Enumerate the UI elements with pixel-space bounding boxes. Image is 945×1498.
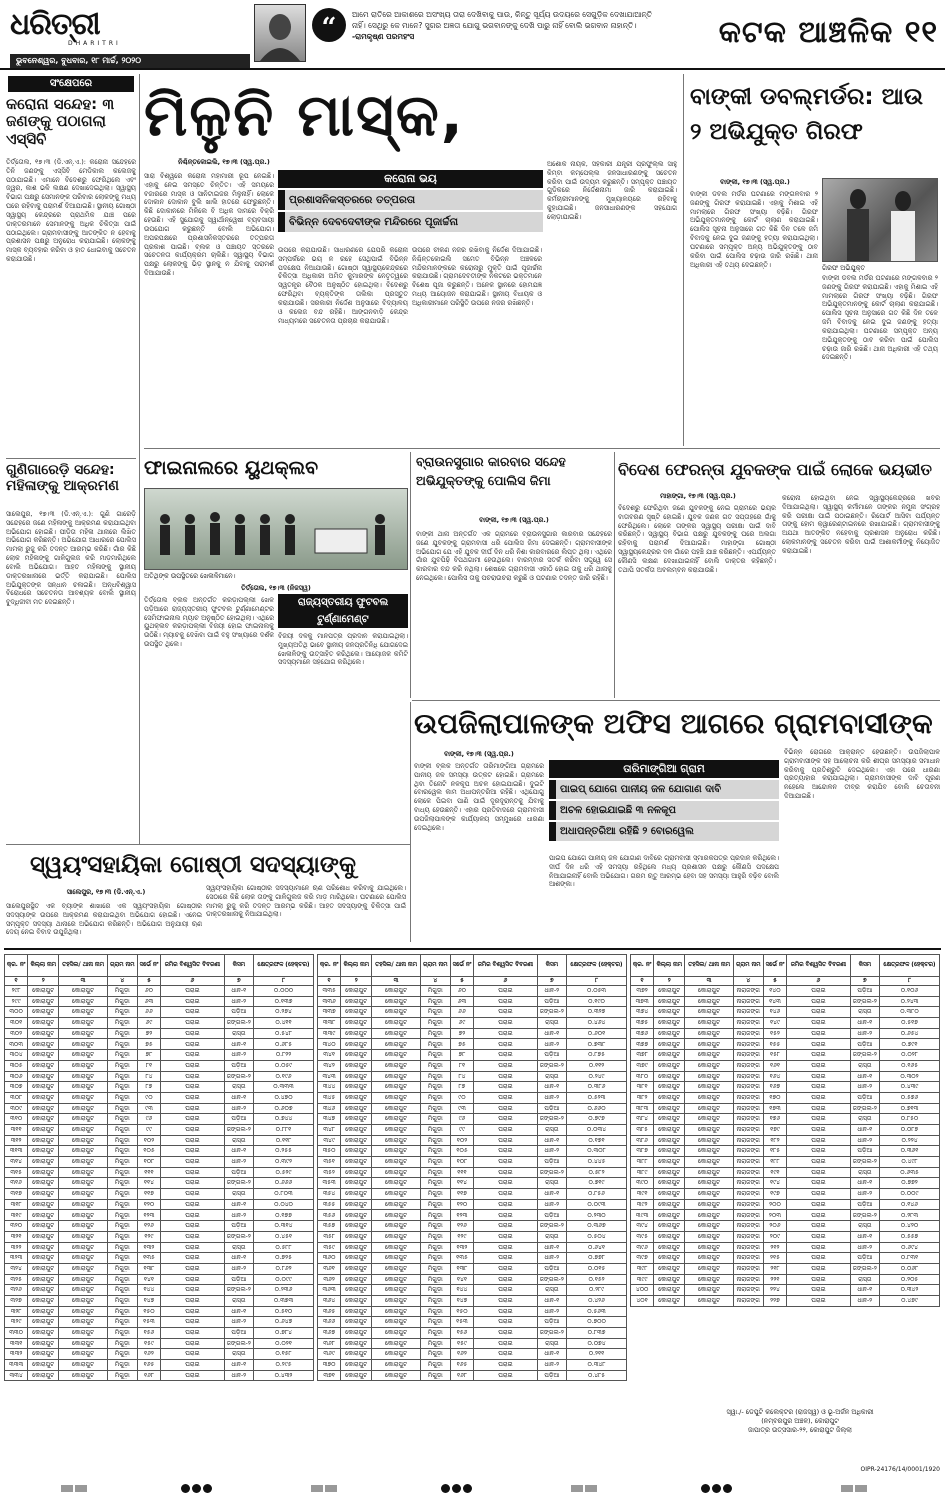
register-mark (840, 1485, 868, 1495)
table-row: ୩୧୮ କୋରାପୁଟ କୋରାପୁଟ ମିଗୁଡ଼ା ୧୨୦ ଘରାଇ ଧାନ-୧ ୦.୦୪୦ (5, 1199, 314, 1210)
column-number-cell: ୬ (787, 977, 850, 986)
column-number-cell: ୧ (318, 977, 341, 986)
logo-subtext: DHARITRI (68, 39, 121, 47)
jail-headline: ବ୍ରାଉନସୁଗାର କାରବାର ସନ୍ଦେହ ଅଭିଯୁକ୍ତଙ୍କୁ ପୋଲିସ ଜିମା (416, 454, 566, 489)
table-header-cell: କିଲ୍ଲା ନାମ (341, 955, 372, 977)
table-row: ୩୩୪ କୋରାପୁଟ କୋରାପୁଟ ମିଗୁଡ଼ା ୧୬୮ ଘରାଇ ଧାନ-୨ ୦.୪୩୨ (5, 1370, 314, 1381)
table-row: ୩୪୧ କୋରାପୁଟ କୋରାପୁଟ ମିଗୁଡ଼ା ୭୮ ଘରାଇ ପଡ଼ିଆ ୦.୮୭୫ (318, 1050, 627, 1061)
lead-highlight-box (278, 170, 543, 240)
table-header-cell: ତହସିଲ/ ଥାନା ନାମ (685, 955, 734, 977)
table-row: ୩୦୦ କୋରାପୁଟ କୋରାପୁଟ ମିଗୁଡ଼ା ୬୬ ଘରାଇ ପଡ଼ିଆ ୦.୨୭୪ (5, 1007, 314, 1018)
column-number-cell: ୩ (685, 977, 734, 986)
table-row: ୩୦୭ କୋରାପୁଟ କୋରାପୁଟ ମିଗୁଡ଼ା ୮୭ ଘରାଇ ରାସ୍ତା ୦.୩୩୩ (5, 1082, 314, 1093)
table-row: ୩୨୨ କୋରାପୁଟ କୋରାପୁଟ ମିଗୁଡ଼ା ୧୩୨ ଘରାଇ ରାସ୍ତା ୦.୫୮୮ (5, 1242, 314, 1253)
table-header-cell: କ୍ଷେତ୍ରଫଳ (ହେକ୍ଟର) (880, 955, 940, 977)
brief-headline-1: କରୋନା ସନ୍ଦେହ: ୩ ଜଣଙ୍କୁ ପଠାଗଲା ଏସ୍‌ସିବି (6, 96, 115, 148)
shg-dateline: ସାଲେପୁର, ୧୭।୩ (ଡି.ଏନ୍‌.ଏ.) (66, 888, 146, 896)
table-row: ୩୦୨ କୋରାପୁଟ କୋରାପୁଟ ମିଗୁଡ଼ା ୭୨ ଘରାଇ ରାସ୍ତା ୦.୫୪୮ (5, 1028, 314, 1039)
table-row: ୩୨୦ କୋରାପୁଟ କୋରାପୁଟ ମିଗୁଡ଼ା ୧୨୬ ଘରାଇ ପଡ଼ିଆ ୦.୩୧୪ (5, 1221, 314, 1232)
register-mark (310, 1485, 338, 1495)
column-number-cell: ୨ (28, 977, 59, 986)
brief-body-2: ସାଲେପୁର, ୧୭।୩ (ଡି.ଏନ୍‌.ଏ.): ଗୁଣି ଗାରେଡ଼ି ସନ୍ଦେହରେ ଜଣେ ମହିଳାଙ୍କୁ ଆକ୍ରମଣ କରାଯାଇଥିବା ଅଭିଯୋଗ ହୋଇଛି। ପୀଡ଼ିତା ମହିଳା ଥାନାରେ ଲିଖିତ ଅଭିଯୋଗ କରିଛନ୍ତି। ଅଭିଯୋଗ ଆଧାରରେ ପୋଲିସ ମାମଲା ରୁଜୁ କରି ତଦନ୍ତ ଆରମ୍ଭ କରିଛି। ଗାଁର କିଛି ଲୋକ ମହିଳାଙ୍କୁ ଗାଳିଗୁଲଜ କରି ମାଡ଼ମାରିଥିଲେ ବୋଲି ଅଭିଯୋଗ। ଆହତ ମହିଳାଙ୍କୁ ସ୍ଥାନୀୟ ଡାକ୍ତରଖାନାରେ ଭର୍ତ୍ତି କରାଯାଇଛି। ପୋଲିସ ଅଭିଯୁକ୍ତଙ୍କ ସନ୍ଧାନ ଚଳାଇଛି। ଅନ୍ଧବିଶ୍ୱାସ ବିରୋଧରେ ସଚେତନତା ଆବଶ୍ୟକ ବୋଲି ସ୍ଥାନୀୟ ବୁଦ୍ଧିଜୀବୀ ମତ ଦେଇଛନ୍ତି। (6, 510, 136, 607)
column-number-cell: ୪ (107, 977, 137, 986)
jail-body: ବାଙ୍କୀ ଥାନା ଅନ୍ତର୍ଗତ ଏକ ଗ୍ରାମରେ ବ୍ରାଉନସୁଗାର କାରବାର ସନ୍ଦେହରେ ଜଣେ ଯୁବକଙ୍କୁ ଗ୍ରାମବାସୀ ଧରି ପୋଲିସ ଜିମା ଦେଇଛନ୍ତି। ଗ୍ରାମବାସୀଙ୍କ ଅଭିଯୋଗ ଯେ ଏହି ଯୁବକ ଦୀର୍ଘ ଦିନ ଧରି ନିଶା କାରବାରରେ ଲିପ୍ତ ଥିଲା। ଏଥିରେ ଗାଁର ଯୁବପିଢ଼ି ବିପଥଗାମୀ ହେଉଥିଲେ। ବାରମ୍ବାର ସତର୍କ କରିବା ସତ୍ତ୍ୱେ ସେ କାରବାର ବନ୍ଦ କରି ନଥିଲା। ଶେଷରେ ଗ୍ରାମବାସୀ ଏକାଠି ହୋଇ ତାକୁ ଧରି ଥାନାକୁ ନେଇଥିଲେ। ପୋଲିସ ତାକୁ ପଚରାଉଚରା କରୁଛି ଓ ଘଟଣାର ତଦନ୍ତ ଜାରି ରହିଛି। (416, 530, 612, 583)
table-row: ୩୧୯ କୋରାପୁଟ କୋରାପୁଟ ମିଗୁଡ଼ା ୧୨୩ ଘରାଇ ଧାନ-୨ ୦.୧୭୭ (5, 1210, 314, 1221)
table-row: ୩୭୪ କୋରାପୁଟ କୋରାପୁଟ ନାରାଜଙ୍ଗ ୧୪୬ ଘରାଇ ରାସ୍ତା ୦.୩୮୦ (631, 1007, 940, 1018)
table-row: ୩୨୬ କୋରାପୁଟ କୋରାପୁଟ ମିଗୁଡ଼ା ୧୪୪ ଘରାଇ ଜଙ୍ଗଲ-୨ ୦.୨୩୬ (5, 1285, 314, 1296)
table-row: ୩୭୫ କୋରାପୁଟ କୋରାପୁଟ ନାରାଜଙ୍ଗ ୧୪୯ ଘରାଇ ଧାନ-୧ ୦.୫୧୭ (631, 1018, 940, 1029)
issue-date: ଭୁବନେଶ୍ୱର, ବୁଧବାର, ୧୮ ମାର୍ଚ୍ଚ, ୨୦୨୦ (10, 54, 250, 68)
table-row: ୩୬୧ କୋରାପୁଟ କୋରାପୁଟ ମିଗୁଡ଼ା ୧୩୮ ଘରାଇ ପଡ଼ିଆ ୦.୦୧୫ (318, 1263, 627, 1274)
table-row: ୩୫୫ କୋରାପୁଟ କୋରାପୁଟ ମିଗୁଡ଼ା ୧୨୦ ଘରାଇ ଧାନ-୨ ୦.୦୯୩ (318, 1199, 627, 1210)
table-row: ୩୮୯ କୋରାପୁଟ କୋରାପୁଟ ନାରାଜଙ୍ଗ ୧୯୧ ଘରାଇ ରାସ୍ତା ୦.୬୩୫ (631, 1167, 940, 1178)
portrait-icon (255, 5, 305, 61)
column-number-cell: ୮ (567, 977, 627, 986)
final-headline: ଫାଇନାଲରେ ୟୁଥକ୍ଲବ (144, 457, 319, 479)
table-row: ୩୫୨ କୋରାପୁଟ କୋରାପୁଟ ମିଗୁଡ଼ା ୧୧୧ ଘରାଇ ଜଙ୍ଗଲ-୨ ୦.୫୮୨ (318, 1167, 627, 1178)
table-header-cell: କିସମ (224, 955, 253, 977)
table-row: ୩୦୫ କୋରାପୁଟ କୋରାପୁଟ ମିଗୁଡ଼ା ୮୧ ଘରାଇ ପଡ଼ିଆ ୦.୦୫୯ (5, 1060, 314, 1071)
table-header-cell: ଜମିର ବିଶ୍ୱସିତ ବିବରଣୀ (161, 955, 224, 977)
table-row: ୪୦୧ କୋରାପୁଟ କୋରାପୁଟ ନାରାଜଙ୍ଗ ୨୨୭ ଘରାଇ ଧାନ-୨ ୦.୪୭୯ (631, 1295, 940, 1306)
table-header-cell: କିଲ୍ଲା ନାମ (654, 955, 685, 977)
table-header-cell: ଜମିର ବିଶ୍ୱସିତ ବିବରଣୀ (474, 955, 537, 977)
lead-body-3: ଉପରେ ଚୀକଣ ନଜର ରଖିବାକୁ ନିର୍ଦ୍ଦେଶ ଦିଆଯାଇଛି। ନିଶ୍ଚିନ୍ତକୋଇଲି ସମେତ ବିଭିନ୍ନ ଅଞ୍ଚଳରେ ମନ୍ଦିରମାନଙ୍କରେ କରୋନାରୁ ମୁକ୍ତି ପାଇଁ ପୂଜାର୍ଚ୍ଚନା କରାଯାଉଛି। ଗ୍ରାମଦେବତୀଙ୍କ ନିକଟରେ ଭକ୍ତମାନେ ବିଶେଷ ପୂଜା କରୁଛନ୍ତି। ଅନେକ ସ୍ଥାନରେ ହୋମଯଜ୍ଞ ମଧ୍ୟ ଆୟୋଜନ କରାଯାଇଛି। ସ୍ଥାନୀୟ ବିଧାୟକ ଓ ଅଧିକାରୀମାନେ ପରିସ୍ଥିତି ଉପରେ ନଜର ରଖିଛନ୍ତି। (412, 246, 542, 307)
lead-bullet-2: ବିଭିନ୍ନ ଦେବଦେବୀଙ୍କ ମନ୍ଦିରରେ ପୂଜାର୍ଚ୍ଚନା (278, 212, 543, 232)
column-number-cell: ୬ (474, 977, 537, 986)
dharana-bullet-3: ଅଧାପନ୍ତରିଆ ରହିଛି ୨ ବୋରୱେଲ (549, 822, 779, 841)
final-photo (144, 488, 408, 570)
signature-line-3: ଜାପାତ୍ର ଉତ୍ସସାର-୨୨, କୋରାପୁଟ ଜିଲ୍ଲା (748, 1426, 852, 1435)
column-number-cell: ୭ (537, 977, 566, 986)
table-row: ୩୪୦ କୋରାପୁଟ କୋରାପୁଟ ମିଗୁଡ଼ା ୭୫ ଘରାଇ ଧାନ-୨ ୦.୭୩୮ (318, 1039, 627, 1050)
column-number-cell: ୧ (5, 977, 28, 986)
divider (144, 448, 940, 449)
table-header-cell: କ୍ର. ନଂ (318, 955, 341, 977)
land-table-area (4, 954, 941, 1460)
quote-box (312, 6, 666, 60)
table-row: ୩୩୨ କୋରାପୁଟ କୋରାପୁଟ ମିଗୁଡ଼ା ୧୬୨ ଘରାଇ ରାସ୍ତା ୦.୧୫୮ (5, 1349, 314, 1360)
table-row: ୩୯୯ କୋରାପୁଟ କୋରାପୁଟ ନାରାଜଙ୍ଗ ୨୨୧ ଘରାଇ ରାସ୍ତା ୦.୨୦୫ (631, 1274, 940, 1285)
table-header-cell: ସର୍ଭେ ନଂ (763, 955, 787, 977)
banki-photo (822, 178, 938, 262)
table-row: ୩୪୭ କୋରାପୁଟ କୋରାପୁଟ ମିଗୁଡ଼ା ୯୬ ଘରାଇ ଜଙ୍ଗଲ-୨ ୦.୭୯୭ (318, 1114, 627, 1125)
table-header-cell: କିଲ୍ଲା ନାମ (28, 955, 59, 977)
table-row: ୩୧୩ କୋରାପୁଟ କୋରାପୁଟ ମିଗୁଡ଼ା ୧୦୫ ଘରାଇ ଧାନ-୧ ୦.୨୫୫ (5, 1146, 314, 1157)
column-number-cell: ୩ (372, 977, 421, 986)
banki-headline: ବାଙ୍କୀ ଡବଲ୍‌ମର୍ଡର: ଆଉ ୨ ଅଭିଯୁକ୍ତ ଗିରଫ (690, 84, 924, 145)
dharana-highlight-box (549, 760, 779, 850)
land-table (4, 954, 314, 1381)
table-row: ୩୧୧ କୋରାପୁଟ କୋରାପୁଟ ମିଗୁଡ଼ା ୯୯ ଘରାଇ ଜଙ୍ଗଲ-୨ ୦.୮୮୧ (5, 1124, 314, 1135)
table-row: ୩୭୯ କୋରାପୁଟ କୋରାପୁଟ ନାରାଜଙ୍ଗ ୧୬୧ ଘରାଇ ରାସ୍ତା ୦.୧୬୫ (631, 1060, 940, 1071)
edition-title: କଟକ ଆଞ୍ଚଳିକ ୧୧ (718, 15, 938, 50)
register-mark (440, 1484, 473, 1496)
final-dateline: ତିର୍ତ୍ତୋଲ, ୧୭।୩ (ନିଜସ୍ୱ) (241, 584, 311, 592)
table-row: ୩୨୧ କୋରାପୁଟ କୋରାପୁଟ ମିଗୁଡ଼ା ୧୨୯ ଘରାଇ ଜଙ୍ଗଲ-୨ ୦.୪୫୧ (5, 1231, 314, 1242)
signature-line-1: ସ୍ୱା./- ଡେପୁଟି କଲେକ୍ଟର (ରାଜସ୍ୱ) ଓ ଭୂ-ଅର୍ଜନ ଅଧିକାରୀ (726, 1408, 874, 1416)
table-row: ୩୬୫ କୋରାପୁଟ କୋରାପୁଟ ମିଗୁଡ଼ା ୧୫୦ ଘରାଇ ଧାନ-୨ ୦.୫୬୩ (318, 1306, 627, 1317)
table-row: ୩୩୬ କୋରାପୁଟ କୋରାପୁଟ ମିଗୁଡ଼ା ୬୩ ଘରାଇ ପଡ଼ିଆ ୦.୧୯୦ (318, 996, 627, 1007)
table-row: ୩୫୯ କୋରାପୁଟ କୋରାପୁଟ ମିଗୁଡ଼ା ୧୩୨ ଘରାଇ ଧାନ-୧ ୦.୬୪୧ (318, 1242, 627, 1253)
table-row: ୩୮୧ କୋରାପୁଟ କୋରାପୁଟ ନାରାଜଙ୍ଗ ୧୬୭ ଘରାଇ ଧାନ-୨ ୦.୪୩୯ (631, 1082, 940, 1093)
table-header-cell: ସର୍ଭେ ନଂ (137, 955, 161, 977)
banki-body: ବାଙ୍କୀ ଡବଲ ମର୍ଡର ଘଟଣାରେ ମଙ୍ଗଳବାର ୨ ଜଣଙ୍କୁ ଗିରଫ କରାଯାଇଛି। ଏହାକୁ ମିଶାଇ ଏହି ମାମଲାରେ ଗିରଫ ସଂଖ୍ୟା ବଢ଼ିଛି। ଗିରଫ ଅଭିଯୁକ୍ତମାନଙ୍କୁ କୋର୍ଟ ଚାଲାଣ କରାଯାଇଛି। ପୋଲିସ ସୂଚନା ଅନୁସାରେ ଗତ କିଛି ଦିନ ତଳେ ଜମି ବିବାଦକୁ ନେଇ ଦୁଇ ଜଣଙ୍କୁ ହତ୍ୟା କରାଯାଇଥିଲା। ଘଟଣାରେ ସମ୍ପୃକ୍ତ ଅନ୍ୟ ଅଭିଯୁକ୍ତଙ୍କୁ ଠାବ କରିବା ପାଇଁ ପୋଲିସ ଚଢ଼ାଉ ଜାରି ରଖିଛି। ଥାନା ଅଧିକାରୀ ଏହି ତଥ୍ୟ ଦେଇଛନ୍ତି। (690, 190, 818, 269)
table-header-cell: କିସମ (850, 955, 879, 977)
table-row: ୩୯୮ କୋରାପୁଟ କୋରାପୁଟ ନାରାଜଙ୍ଗ ୨୧୮ ଘରାଇ ଜଙ୍ଗଲ-୨ ୦.୦୬୮ (631, 1263, 940, 1274)
lead-dateline: ନିଶ୍ଚିନ୍ତକୋଇଲି, ୧୭।୩ (ସ୍ୱ.ପ୍ର.) (178, 158, 270, 166)
lead-body-1: ସାରା ବିଶ୍ୱରେ କରୋନା ମହାମାରୀ ରୂପ ନେଇଛି। ଏହାକୁ ନେଇ ସମସ୍ତେ ଚିନ୍ତିତ। ଏହି ସମୟରେ ବଜାରରେ ମାସ୍କ ଓ ସାନିଟାଇଜର ମିଳୁନାହିଁ। ଲୋକେ ଦୋକାନ ଦୋକାନ ବୁଲି ଖାଲି ହାତରେ ଫେରୁଛନ୍ତି। କିଛି ଦୋକାନରେ ମିଳିଲେ ବି ଅଧିକ ଦାମରେ ବିକ୍ରି ହେଉଛି। ଏହି ସୁଯୋଗକୁ ସ୍ୱାର୍ଥାନ୍ୱେଷୀ ବ୍ୟବସାୟୀ ଉପଯୋଗ କରୁଛନ୍ତି ବୋଲି ଅଭିଯୋଗ। ଅପରପକ୍ଷରେ ପ୍ରଶାସନିକସ୍ତରରେ ତତ୍ପରତା ପ୍ରକାଶ ପାଇଛି। ବ୍ଲକ ଓ ପଞ୍ଚାୟତ ସ୍ତରରେ ସଚେତନତା କାର୍ଯ୍ୟକ୍ରମ ଚାଲିଛି। ସ୍ୱାସ୍ଥ୍ୟ ବିଭାଗ ପକ୍ଷରୁ ଲୋକଙ୍କୁ ଭିଡ଼ ସ୍ଥାନକୁ ନ ଯିବାକୁ ପରାମର୍ଶ ଦିଆଯାଉଛି। (144, 172, 274, 278)
divider (412, 700, 940, 701)
column-number-cell: ୩ (59, 977, 108, 986)
table-row: ୩୭୦ କୋରାପୁଟ କୋରାପୁଟ ମିଗୁଡ଼ା ୧୬୫ ଘରାଇ ଧାନ-୨ ୦.୩୪୮ (318, 1360, 627, 1371)
lead-body-4: ଅଶୋକ ନାୟକ, ସହକାରୀ ଯନ୍ତ୍ରୀ ପ୍ରଫୁଲ୍ଲ ସାହୁ କିମ୍ବା କମ୍ପେଲ୍ଲ ଜନସାଧାରଣଙ୍କୁ ସଚେତନ କରିବା ପାଇଁ ଉଦ୍ୟମ କରୁଛନ୍ତି। ସମ୍ପୃକ୍ତ ପଞ୍ଚାୟତ ଗୁଡ଼ିକରେ ନିର୍ଦ୍ଦେଶନାମା ଜାରି କରାଯାଇଛି। କର୍ମଚାରୀମାନଙ୍କୁ ମୁଖ୍ୟାଳୟରେ ରହିବାକୁ କୁହାଯାଇଛି। ଜନସାଧାରଣଙ୍କ ସହଯୋଗ ଲୋଡ଼ାଯାଇଛି। (547, 160, 677, 221)
table-row: ୩୦୧ କୋରାପୁଟ କୋରାପୁଟ ମିଗୁଡ଼ା ୬୯ ଘରାଇ ଜଙ୍ଗଲ-୨ ୦.୪୧୧ (5, 1018, 314, 1029)
table-row: ୩୮୩ କୋରାପୁଟ କୋରାପୁଟ ନାରାଜଙ୍ଗ ୧୭୩ ଘରାଇ ଜଙ୍ଗଲ-୨ ୦.୭୧୩ (631, 1103, 940, 1114)
banki-photo-caption: ଗିରଫ ଅଭିଯୁକ୍ତ (822, 264, 866, 272)
table-row: ୩୯୬ କୋରାପୁଟ କୋରାପୁଟ ନାରାଜଙ୍ଗ ୨୧୨ ଘରାଇ ଧାନ-୨ ୦.୬୯୪ (631, 1242, 940, 1253)
table-header-cell: ତହସିଲ/ ଥାନା ନାମ (372, 955, 421, 977)
column-number-cell: ୧ (631, 977, 654, 986)
oipr-number: OIPR-24176/14/0001/1920 (860, 1466, 940, 1473)
table-row: ୩୧୭ କୋରାପୁଟ କୋରାପୁଟ ମିଗୁଡ଼ା ୧୧୭ ଘରାଇ ରାସ୍ତା ୦.୮୦୩ (5, 1189, 314, 1200)
table-row: ୩୪୨ କୋରାପୁଟ କୋରାପୁଟ ମିଗୁଡ଼ା ୮୧ ଘରାଇ ଜଙ୍ଗଲ-୨ ୦.୧୧୨ (318, 1060, 627, 1071)
table-row: ୩୫୭ କୋରାପୁଟ କୋରାପୁଟ ମିଗୁଡ଼ା ୧୨୬ ଘରାଇ ଜଙ୍ଗଲ-୨ ୦.୩୬୭ (318, 1221, 627, 1232)
column-number-cell: ୫ (763, 977, 787, 986)
lead-headline: ମିଳୁନି ମାସ୍କ, (144, 81, 465, 149)
table-row: ୩୪୫ କୋରାପୁଟ କୋରାପୁଟ ମିଗୁଡ଼ା ୯୦ ଘରାଇ ଧାନ-୨ ୦.୫୨୩ (318, 1092, 627, 1103)
table-header-cell: ଗ୍ରାମ ନାମ (420, 955, 450, 977)
table-signature (660, 1408, 940, 1435)
table-row: ୩୫୩ କୋରାପୁଟ କୋରାପୁଟ ମିଗୁଡ଼ା ୧୧୪ ଘରାଇ ରାସ୍ତା ୦.୭୧୯ (318, 1178, 627, 1189)
divider (6, 458, 136, 459)
column-rule (614, 452, 615, 698)
dharana-bullet-1: ପାଇପ୍‌ ଯୋଗେ ପାନୀୟ ଜଳ ଯୋଗାଣ ଦାବି (549, 780, 779, 799)
table-row: ୩୯୪ କୋରାପୁଟ କୋରାପୁଟ ନାରାଜଙ୍ଗ ୨୦୬ ଘରାଇ ରାସ୍ତା ୦.୪୨୦ (631, 1221, 940, 1232)
table-header-cell: ତହସିଲ/ ଥାନା ନାମ (59, 955, 108, 977)
signature-line-2: (ନମ୍ବରପୁର ଅଞ୍ଚଳ), କୋରାପୁଟ (761, 1417, 839, 1426)
table-row: ୩୩୫ କୋରାପୁଟ କୋରାପୁଟ ମିଗୁଡ଼ା ୬୦ ଘରାଇ ଧାନ-୨ ୦.୦୫୩ (318, 986, 627, 997)
table-row: ୩୦୮ କୋରାପୁଟ କୋରାପୁଟ ମିଗୁଡ଼ା ୯୦ ଘରାଇ ଧାନ-୧ ୦.୪୭୦ (5, 1092, 314, 1103)
land-table-block (630, 954, 940, 1307)
table-header-cell: କ୍ଷେତ୍ରଫଳ (ହେକ୍ଟର) (254, 955, 314, 977)
table-row: ୩୯୭ କୋରାପୁଟ କୋରାପୁଟ ନାରାଜଙ୍ଗ ୨୧୫ ଘରାଇ ପଡ଼ିଆ ୦.୮୩୧ (631, 1253, 940, 1264)
column-number-cell: ୫ (137, 977, 161, 986)
table-row: ୩୬୭ କୋରାପୁଟ କୋରାପୁଟ ମିଗୁଡ଼ା ୧୫୬ ଘରାଇ ଜଙ୍ଗଲ-୨ ୦.୮୩୭ (318, 1328, 627, 1339)
column-number-cell: ୪ (733, 977, 763, 986)
table-row: ୩୦୪ କୋରାପୁଟ କୋରାପୁଟ ମିଗୁଡ଼ା ୭୮ ଘରାଇ ଧାନ-୨ ୦.୮୨୨ (5, 1050, 314, 1061)
bidesh-body-2: କରୋନା ହୋଇଥିବା ନେଇ ସ୍ୱାସ୍ଥ୍ୟକେନ୍ଦ୍ରରେ ଖବର ଦିଆଯାଇଥିଲା। ସ୍ୱାସ୍ଥ୍ୟ କର୍ମୀମାନେ ତାଙ୍କର ନମୁନା ସଂଗ୍ରହ କରି ପରୀକ୍ଷା ପାଇଁ ପଠାଇଛନ୍ତି। ରିପୋର୍ଟ ଆସିବା ପର୍ଯ୍ୟନ୍ତ ତାଙ୍କୁ ହୋମ କ୍ୱାରେଣ୍ଟାଇନରେ ରଖାଯାଇଛି। ଗ୍ରାମବାସୀଙ୍କୁ ଅଯଥା ଆତଙ୍କିତ ନହେବାକୁ ପ୍ରଶାସନ ଅନୁରୋଧ କରିଛି। ଲୋକମାନଙ୍କୁ ସଚେତନ କରିବା ପାଇଁ ଆଶାକର୍ମୀଙ୍କୁ ନିୟୋଜିତ କରାଯାଇଛି। (782, 494, 940, 555)
masthead-logo (10, 6, 130, 52)
dharana-dateline: ବାଙ୍କୀ, ୧୭।୩ (ସ୍ୱ.ପ୍ର.) (444, 750, 514, 758)
table-row: ୩୮୪ କୋରାପୁଟ କୋରାପୁଟ ନାରାଜଙ୍ଗ ୧୭୬ ଘରାଇ ରାସ୍ତା ୦.୮୫୦ (631, 1114, 940, 1125)
table-row: ୩୬୯ କୋରାପୁଟ କୋରାପୁଟ ମିଗୁଡ଼ା ୧୬୨ ଘରାଇ ଧାନ-୧ ୦.୨୧୧ (318, 1349, 627, 1360)
table-header-cell: କ୍ର. ନଂ (5, 955, 28, 977)
table-row: ୩୪୪ କୋରାପୁଟ କୋରାପୁଟ ମିଗୁଡ଼ା ୮୭ ଘରାଇ ଧାନ-୧ ୦.୩୮୬ (318, 1082, 627, 1093)
portrait-image (254, 4, 306, 62)
table-row: ୩୬୦ କୋରାପୁଟ କୋରାପୁଟ ମିଗୁଡ଼ା ୧୩୫ ଘରାଇ ଧାନ-୨ ୦.୭୭୮ (318, 1253, 627, 1264)
table-row: ୩୦୯ କୋରାପୁଟ କୋରାପୁଟ ମିଗୁଡ଼ା ୯୩ ଘରାଇ ଧାନ-୨ ୦.୬୦୭ (5, 1103, 314, 1114)
table-row: ୩୩୭ କୋରାପୁଟ କୋରାପୁଟ ମିଗୁଡ଼ା ୬୬ ଘରାଇ ଜଙ୍ଗଲ-୨ ୦.୩୨୭ (318, 1007, 627, 1018)
table-row: ୩୫୧ କୋରାପୁଟ କୋରାପୁଟ ମିଗୁଡ଼ା ୧୦୮ ଘରାଇ ପଡ଼ିଆ ୦.୪୪୫ (318, 1157, 627, 1168)
land-table (630, 954, 940, 1307)
table-row: ୩୯୫ କୋରାପୁଟ କୋରାପୁଟ ନାରାଜଙ୍ଗ ୨୦୯ ଘରାଇ ଧାନ-୧ ୦.୫୫୭ (631, 1231, 940, 1242)
table-row: ୩୪୮ କୋରାପୁଟ କୋରାପୁଟ ମିଗୁଡ଼ା ୯୯ ଘରାଇ ରାସ୍ତା ୦.୦୩୪ (318, 1124, 627, 1135)
final-body-2: ବିଜୟୀ ଦଳକୁ ମାନପତ୍ର ପ୍ରଦାନ କରାଯାଇଥିଲା। ମୁଖ୍ୟଅତିଥି ଭାବେ ସ୍ଥାନୀୟ ଜନପ୍ରତିନିଧି ଯୋଗଦେଇ ଖେଳାଳିଙ୍କୁ ଉତ୍ସାହିତ କରିଥିଲେ। ଆୟୋଜକ କମିଟି ସଦସ୍ୟମାନେ ସହଯୋଗ କରିଥିଲେ। (278, 632, 408, 667)
table-row: ୩୩୩ କୋରାପୁଟ କୋରାପୁଟ ମିଗୁଡ଼ା ୧୬୫ ଘରାଇ ଧାନ-୧ ୦.୨୯୫ (5, 1360, 314, 1371)
table-header-cell: କ୍ର. ନଂ (631, 955, 654, 977)
land-table (317, 954, 627, 1381)
logo-text: ଧରିତ୍ରୀ (10, 7, 100, 42)
lead-bullet-1: ପ୍ରଶାସନିକସ୍ତରରେ ତତ୍ପରତା (278, 190, 543, 210)
table-row: ୩୭୮ କୋରାପୁଟ କୋରାପୁଟ ନାରାଜଙ୍ଗ ୧୫୮ ଘରାଇ ଜଙ୍ଗଲ-୨ ୦.୦୨୮ (631, 1050, 940, 1061)
table-row: ୩୧୫ କୋରାପୁଟ କୋରାପୁଟ ମିଗୁଡ଼ା ୧୧୧ ଘରାଇ ପଡ଼ିଆ ୦.୫୨୯ (5, 1167, 314, 1178)
bidesh-headline: ବିଦେଶ ଫେରନ୍ତା ଯୁବକଙ୍କ ପାଇଁ ଲୋକେ ଭୟଭୀତ (618, 460, 932, 479)
dharana-headline: ଉପଜିଲାପାଳଙ୍କ ଅଫିସ ଆଗରେ ଗ୍ରାମବାସୀଙ୍କ (414, 707, 933, 740)
table-row: ୩୦୩ କୋରାପୁଟ କୋରାପୁଟ ମିଗୁଡ଼ା ୭୫ ଘରାଇ ଧାନ-୧ ୦.୬୮୫ (5, 1039, 314, 1050)
table-row: ୩୬୬ କୋରାପୁଟ କୋରାପୁଟ ମିଗୁଡ଼ା ୧୫୩ ଘରାଇ ପଡ଼ିଆ ୦.୭୦୦ (318, 1317, 627, 1328)
column-number-cell: ୫ (450, 977, 474, 986)
register-mark (60, 1485, 88, 1495)
final-tag: ରାଜ୍ୟସ୍ତରୀୟ ଫୁଟବଲ ଟୁର୍ଣ୍ଣାମେଣ୍ଟ (278, 594, 408, 628)
quote-author: -ରାମକୃଷ୍ଣ ପରମହଂସ (352, 31, 415, 41)
register-mark (570, 1485, 598, 1495)
table-row: ୩୧୦ କୋରାପୁଟ କୋରାପୁଟ ମିଗୁଡ଼ା ୯୬ ଘରାଇ ପଡ଼ିଆ ୦.୭୪୪ (5, 1114, 314, 1125)
table-header-cell: କ୍ଷେତ୍ରଫଳ (ହେକ୍ଟର) (567, 955, 627, 977)
table-row: ୩୮୫ କୋରାପୁଟ କୋରାପୁଟ ନାରାଜଙ୍ଗ ୧୭୯ ଘରାଇ ଧାନ-୧ ୦.୦୮୭ (631, 1124, 940, 1135)
jail-dateline: ବାଙ୍କୀ, ୧୭।୩ (ସ୍ୱ.ପ୍ର.) (479, 516, 549, 524)
quote-text (352, 10, 666, 43)
table-row: ୩୯୩ କୋରାପୁଟ କୋରାପୁଟ ନାରାଜଙ୍ଗ ୨୦୩ ଘରାଇ ଜଙ୍ଗଲ-୨ ୦.୨୮୩ (631, 1210, 940, 1221)
final-caption: ଅତିଥିଙ୍କ ଉପସ୍ଥିତରେ ଖେଳାଳିମାନେ। (144, 572, 236, 580)
table-row: ୩୫୪ କୋରାପୁଟ କୋରାପୁଟ ମିଗୁଡ଼ା ୧୧୭ ଘରାଇ ଧାନ-୧ ୦.୮୫୬ (318, 1189, 627, 1200)
bidesh-body-1: ବିଦେଶରୁ ଫେରିଥିବା ଜଣେ ଯୁବକଙ୍କୁ ନେଇ ଗ୍ରାମରେ ଭୟର ବାତାବରଣ ସୃଷ୍ଟି ହୋଇଛି। ଯୁବକ ଜଣକ ଗତ ସପ୍ତାହରେ ଗାଁକୁ ଫେରିଥିଲେ। ଲୋକେ ତାଙ୍କର ସ୍ୱାସ୍ଥ୍ୟ ପରୀକ୍ଷା ପାଇଁ ଦାବି କରିଛନ୍ତି। ସ୍ୱାସ୍ଥ୍ୟ ବିଭାଗ ପକ୍ଷରୁ ଯୁବକଙ୍କୁ ଘରେ ଅଲଗା ରହିବାକୁ ପରାମର୍ଶ ଦିଆଯାଇଛି। ମାହାଙ୍ଗା ଗୋଷ୍ଠୀ ସ୍ୱାସ୍ଥ୍ୟକେନ୍ଦ୍ରର ଦଳ ଗାଁରେ ପହଞ୍ଚି ଯାଞ୍ଚ କରିଛନ୍ତି। ଏପର୍ଯ୍ୟନ୍ତ କୌଣସି ଲକ୍ଷଣ ଦେଖାଯାଇନାହିଁ ବୋଲି ଡାକ୍ତର କହିଛନ୍ତି। ତଥାପି ସତର୍କତା ଅବଲମ୍ବନ କରାଯାଉଛି। (618, 504, 776, 574)
shg-body-2: ସ୍ୱୟଂସହାୟିକା ଗୋଷ୍ଠୀର ସଦସ୍ୟାମାନେ ଋଣ ପରିଶୋଧ କରିବାକୁ ଯାଇଥିଲେ। ସେଠାରେ କିଛି ଲୋକ ତାଙ୍କୁ ଗାଳିଗୁଲଜ କରି ମାଡ଼ ମାରିଥିଲେ। ଘଟଣାରେ ପୋଲିସ ମାମଲା ରୁଜୁ କରି ତଦନ୍ତ ଆରମ୍ଭ କରିଛି। ଆହତ ସଦସ୍ୟାଙ୍କୁ ଚିକିତ୍ସା ପାଇଁ ଡାକ୍ତରଖାନାକୁ ନିଆଯାଇଥିଲା। (206, 884, 406, 919)
table-row: ୩୯୧ କୋରାପୁଟ କୋରାପୁଟ ନାରାଜଙ୍ଗ ୧୯୭ ଘରାଇ ଧାନ-୨ ୦.୦୦୯ (631, 1189, 940, 1200)
table-row: ୩୨୮ କୋରାପୁଟ କୋରାପୁଟ ମିଗୁଡ଼ା ୧୫୦ ଘରାଇ ଧାନ-୧ ୦.୫୧୦ (5, 1306, 314, 1317)
dharana-body-3: ବିଭିନ୍ନ ରୋଗରେ ଆକ୍ରାନ୍ତ ହେଉଛନ୍ତି। ଉପଜିଲାପାଳ ଗ୍ରାମବାସୀଙ୍କ ସହ ଆଲୋଚନା କରି ଶୀଘ୍ର ସମସ୍ୟାର ସମାଧାନ କରିବାକୁ ପ୍ରତିଶ୍ରୁତି ଦେଇଥିଲେ। ଏହା ପରେ ଧାରଣା ପ୍ରତ୍ୟାହାର କରାଯାଇଥିଲା। ଗ୍ରାମବାସୀଙ୍କ ଦାବି ପୂରଣ ନହେଲେ ଆନ୍ଦୋଳନ ତୀବ୍ର କରାଯିବ ବୋଲି ଚେତାବନୀ ଦିଆଯାଇଛି। (784, 748, 940, 801)
team-photo-icon (145, 489, 407, 569)
table-header-cell: ଗ୍ରାମ ନାମ (733, 955, 763, 977)
table-row: ୩୯୨ କୋରାପୁଟ କୋରାପୁଟ ନାରାଜଙ୍ଗ ୨୦୦ ଘରାଇ ପଡ଼ିଆ ୦.୧୪୬ (631, 1199, 940, 1210)
column-number-cell: ୪ (420, 977, 450, 986)
bidesh-dateline: ମାହାଙ୍ଗା, ୧୭।୩ (ସ୍ୱ.ପ୍ର.) (660, 492, 736, 500)
column-number-cell: ୭ (850, 977, 879, 986)
banki-dateline: ବାଙ୍କୀ, ୧୭।୩ (ସ୍ୱ.ପ୍ର.) (720, 178, 790, 186)
table-row: ୩୮୭ କୋରାପୁଟ କୋରାପୁଟ ନାରାଜଙ୍ଗ ୧୮୫ ଘରାଇ ପଡ଼ିଆ ୦.୩୬୧ (631, 1146, 940, 1157)
table-header-cell: ସର୍ଭେ ନଂ (450, 955, 474, 977)
column-number-cell: ୮ (254, 977, 314, 986)
dharana-body-1: ବାଙ୍କୀ ବ୍ଲକ ଅନ୍ତର୍ଗତ ତାରିମାଙ୍ଗିଆ ଗ୍ରାମରେ ପାନୀୟ ଜଳ ସମସ୍ୟା ଉତ୍କଟ ହୋଇଛି। ଗ୍ରାମରେ ଥିବା ତିନୋଟି ନଳକୂପ ଅଚଳ ହୋଇଯାଇଛି। ଦୁଇଟି ବୋରୱେଲ କାମ ଅଧାପନ୍ତରିଆ ରହିଛି। ଏଥିଯୋଗୁ ଲୋକେ ପିଇବା ପାଣି ପାଇଁ ଦୂରଦୂରାନ୍ତକୁ ଯିବାକୁ ବାଧ୍ୟ ହେଉଛନ୍ତି। ଏହାର ପ୍ରତିବାଦରେ ଗ୍ରାମବାସୀ ଉପଜିଲାପାଳଙ୍କ କାର୍ଯ୍ୟାଳୟ ସମ୍ମୁଖରେ ଧାରଣା ଦେଇଥିଲେ। (414, 762, 544, 832)
table-row: ୩୩୮ କୋରାପୁଟ କୋରାପୁଟ ମିଗୁଡ଼ା ୬୯ ଘରାଇ ରାସ୍ତା ୦.୪୬୪ (318, 1018, 627, 1029)
masthead-rule (0, 68, 945, 70)
table-row: ୩୪୬ କୋରାପୁଟ କୋରାପୁଟ ମିଗୁଡ଼ା ୯୩ ଘରାଇ ପଡ଼ିଆ ୦.୬୬୦ (318, 1103, 627, 1114)
column-rule (683, 74, 684, 446)
register-mark (700, 1484, 733, 1496)
table-header-cell: ଗ୍ରାମ ନାମ (107, 955, 137, 977)
column-number-cell: ୨ (341, 977, 372, 986)
dharana-body-2: ପାଇପ ଯୋଗେ ପାନୀୟ ଜଳ ଯୋଗାଣ ଦାବିରେ ଗ୍ରାମବାସୀ ସ୍ମାରକପତ୍ର ପ୍ରଦାନ କରିଥିଲେ। ଦୀର୍ଘ ଦିନ ଧରି ଏହି ସମସ୍ୟା ରହିଥିଲେ ମଧ୍ୟ ପ୍ରଶାସନ ପକ୍ଷରୁ କୌଣସି ପଦକ୍ଷେପ ନିଆଯାଇନାହିଁ ବୋଲି ଅଭିଯୋଗ। ଗରମ ଋତୁ ଆରମ୍ଭ ହେବା ସହ ସମସ୍ୟା ଆହୁରି ବଢ଼ିବ ବୋଲି ଆଶଙ୍କା। (549, 854, 779, 889)
table-row: ୩୮୮ କୋରାପୁଟ କୋରାପୁଟ ନାରାଜଙ୍ଗ ୧୮୮ ଘରାଇ ଜଙ୍ଗଲ-୨ ୦.୪୯୮ (631, 1157, 940, 1168)
column-rule (410, 702, 411, 942)
table-row: ୩୭୧ କୋରାପୁଟ କୋରାପୁଟ ମିଗୁଡ଼ା ୧୬୮ ଘରାଇ ପଡ଼ିଆ ୦.୪୮୫ (318, 1370, 627, 1381)
table-row: ୩୭୬ କୋରାପୁଟ କୋରାପୁଟ ନାରାଜଙ୍ଗ ୧୫୨ ଘରାଇ ଧାନ-୨ ୦.୬୫୪ (631, 1028, 940, 1039)
table-row: ୩୫୮ କୋରାପୁଟ କୋରାପୁଟ ମିଗୁଡ଼ା ୧୨୯ ଘରାଇ ରାସ୍ତା ୦.୫୦୪ (318, 1231, 627, 1242)
table-row: ୩୨୫ କୋରାପୁଟ କୋରାପୁଟ ମିଗୁଡ଼ା ୧୪୧ ଘରାଇ ପଡ଼ିଆ ୦.୦୯୯ (5, 1274, 314, 1285)
table-row: ୩୩୯ କୋରାପୁଟ କୋରାପୁଟ ମିଗୁଡ଼ା ୭୨ ଘରାଇ ଧାନ-୧ ୦.୬୦୧ (318, 1028, 627, 1039)
brief-tag: ସଂକ୍ଷେପରେ (8, 76, 134, 92)
table-row: ୩୧୨ କୋରାପୁଟ କୋରାପୁଟ ମିଗୁଡ଼ା ୧୦୨ ଘରାଇ ରାସ୍ତା ୦.୧୧୮ (5, 1135, 314, 1146)
column-rule (139, 74, 140, 844)
table-row: ୩୮୨ କୋରାପୁଟ କୋରାପୁଟ ନାରାଜଙ୍ଗ ୧୭୦ ଘରାଇ ପଡ଼ିଆ ୦.୫୭୬ (631, 1092, 940, 1103)
column-number-cell: ୭ (224, 977, 253, 986)
table-row: ୩୨୯ କୋରାପୁଟ କୋରାପୁଟ ମିଗୁଡ଼ା ୧୫୩ ଘରାଇ ଧାନ-୨ ୦.୬୪୭ (5, 1317, 314, 1328)
table-row: ୩୮୬ କୋରାପୁଟ କୋରାପୁଟ ନାରାଜଙ୍ଗ ୧୮୨ ଘରାଇ ଧାନ-୨ ୦.୨୨୪ (631, 1135, 940, 1146)
land-table-block (317, 954, 627, 1381)
lead-body-2: ଉପରେ କରାଯାଉଛି। ସାଧାରଣରେ ଯେପରି କରୋନା ସମ୍ପର୍କରେ ଭୟ ନ ରହେ ସେଥିପାଇଁ ବିଭିନ୍ନ ପଦକ୍ଷେପ ନିଆଯାଉଛି। ଗୋଷ୍ଠୀ ସ୍ୱାସ୍ଥ୍ୟକେନ୍ଦ୍ରରେ ଚିକିତ୍ସା ଅଧିକାରୀ ଅମିତ କୁମାରଙ୍କ ନେତୃତ୍ୱରେ ସ୍ୱତନ୍ତ୍ର ବୈଠକ ଅନୁଷ୍ଠିତ ହୋଇଥିଲା। ବିଦେଶରୁ ଫେରିଥିବା ବ୍ୟକ୍ତିଙ୍କ ତାଲିକା ପ୍ରସ୍ତୁତ କରାଯାଉଛି। ସରକାରୀ ନିର୍ଦ୍ଦେଶ ଅନୁସାରେ ବିଦ୍ୟାଳୟ ଓ କଲେଜ ବନ୍ଦ ରହିଛି। ଆଙ୍ଗନବାଡ଼ି କେନ୍ଦ୍ର ମାଧ୍ୟମରେ ସଚେତନତା ପ୍ରଚାର କରାଯାଉଛି। (278, 246, 408, 325)
print-registration-marks (0, 1482, 945, 1496)
table-row: ୩୧୬ କୋରାପୁଟ କୋରାପୁଟ ମିଗୁଡ଼ା ୧୧୪ ଘରାଇ ଜଙ୍ଗଲ-୨ ୦.୬୬୬ (5, 1178, 314, 1189)
table-row: ୩୮୦ କୋରାପୁଟ କୋରାପୁଟ ନାରାଜଙ୍ଗ ୧୬୪ ଘରାଇ ଧାନ-୧ ୦.୩୦୨ (631, 1071, 940, 1082)
table-row: ୩୬୮ କୋରାପୁଟ କୋରାପୁଟ ମିଗୁଡ଼ା ୧୫୯ ଘରାଇ ରାସ୍ତା ୦.୦୭୪ (318, 1338, 627, 1349)
banki-body-2: ବାଙ୍କୀ ଡବଲ ମର୍ଡର ଘଟଣାରେ ମଙ୍ଗଳବାର ୨ ଜଣଙ୍କୁ ଗିରଫ କରାଯାଇଛି। ଏହାକୁ ମିଶାଇ ଏହି ମାମଲାରେ ଗିରଫ ସଂଖ୍ୟା ବଢ଼ିଛି। ଗିରଫ ଅଭିଯୁକ୍ତମାନଙ୍କୁ କୋର୍ଟ ଚାଲାଣ କରାଯାଇଛି। ପୋଲିସ ସୂଚନା ଅନୁସାରେ ଗତ କିଛି ଦିନ ତଳେ ଜମି ବିବାଦକୁ ନେଇ ଦୁଇ ଜଣଙ୍କୁ ହତ୍ୟା କରାଯାଇଥିଲା। ଘଟଣାରେ ସମ୍ପୃକ୍ତ ଅନ୍ୟ ଅଭିଯୁକ୍ତଙ୍କୁ ଠାବ କରିବା ପାଇଁ ପୋଲିସ ଚଢ଼ାଉ ଜାରି ରଖିଛି। ଥାନା ଅଧିକାରୀ ଏହି ତଥ୍ୟ ଦେଇଛନ୍ତି। (822, 274, 938, 362)
brief-headline-2: ଗୁଣିଗାରେଡ଼ି ସନ୍ଦେହ: ମହିଳାଙ୍କୁ ଆକ୍ରମଣ (6, 462, 119, 495)
column-number-cell: ୬ (161, 977, 224, 986)
shg-body-1: ସାଲେପୁରସ୍ଥିତ ଏକ ବ୍ୟାଙ୍କ ଶାଖାରେ ଏକ ସ୍ୱୟଂସହାୟିକା ଗୋଷ୍ଠୀର ସଦସ୍ୟାଙ୍କ ଉପରେ ଆକ୍ରମଣ କରାଯାଇଥିବା ଅଭିଯୋଗ ହୋଇଛି। ଏନେଇ ସମ୍ପୃକ୍ତ ସଦସ୍ୟା ଥାନାରେ ଅଭିଯୋଗ କରିଛନ୍ତି। ଅଭିଯୋଗ ଅନୁଯାୟୀ ଋଣ ଦେୟ ନେଇ ବିବାଦ ଉପୁଜିଥିଲା। (6, 902, 202, 937)
table-row: ୨୯୮ କୋରାପୁଟ କୋରାପୁଟ ମିଗୁଡ଼ା ୬୦ ଘରାଇ ଧାନ-୧ ୦.୦୦୦ (5, 986, 314, 997)
land-table-block (4, 954, 314, 1381)
table-row: ୩୦୬ କୋରାପୁଟ କୋରାପୁଟ ମିଗୁଡ଼ା ୮୪ ଘରାଇ ଜଙ୍ଗଲ-୨ ୦.୧୯୬ (5, 1071, 314, 1082)
table-row: ୩୭୨ କୋରାପୁଟ କୋରାପୁଟ ନାରାଜଙ୍ଗ ୧୪୦ ଘରାଇ ପଡ଼ିଆ ୦.୧୦୬ (631, 986, 940, 997)
shg-headline: ସ୍ୱୟଂସହାୟିକା ଗୋଷ୍ଠୀ ସଦସ୍ୟାଙ୍କୁ (30, 852, 356, 878)
table-row: ୩୪୩ କୋରାପୁଟ କୋରାପୁଟ ମିଗୁଡ଼ା ୮୪ ଘରାଇ ରାସ୍ତା ୦.୨୪୯ (318, 1071, 627, 1082)
lead-tag: କରୋନା ଭୟ (278, 170, 543, 188)
quote-mark-icon: “ (312, 8, 346, 42)
people-photo-icon (823, 179, 937, 261)
table-row: ୩୪୯ କୋରାପୁଟ କୋରାପୁଟ ମିଗୁଡ଼ା ୧୦୨ ଘରାଇ ଧାନ-୧ ୦.୧୭୧ (318, 1135, 627, 1146)
dharana-bullet-2: ଅଚଳ ହୋଇଯାଇଛି ୩ ନଳକୂପ (549, 801, 779, 820)
table-row: ୨୯୯ କୋରାପୁଟ କୋରାପୁଟ ମିଗୁଡ଼ା ୬୩ ଘରାଇ ଧାନ-୨ ୦.୧୩୭ (5, 996, 314, 1007)
table-row: ୩୨୩ କୋରାପୁଟ କୋରାପୁଟ ମିଗୁଡ଼ା ୧୩୫ ଘରାଇ ଧାନ-୧ ୦.୭୨୫ (5, 1253, 314, 1264)
table-row: ୩୫୬ କୋରାପୁଟ କୋରାପୁଟ ମିଗୁଡ଼ା ୧୨୩ ଘରାଇ ପଡ଼ିଆ ୦.୨୩୦ (318, 1210, 627, 1221)
table-row: ୩୩୦ କୋରାପୁଟ କୋରାପୁଟ ମିଗୁଡ଼ା ୧୫୬ ଘରାଇ ପଡ଼ିଆ ୦.୭୮୪ (5, 1328, 314, 1339)
table-row: ୩୧୪ କୋରାପୁଟ କୋରାପୁଟ ମିଗୁଡ଼ା ୧୦୮ ଘରାଇ ଧାନ-୨ ୦.୩୯୨ (5, 1157, 314, 1168)
table-header-cell: କିସମ (537, 955, 566, 977)
column-number-cell: ୨ (654, 977, 685, 986)
table-row: ୩୭୩ କୋରାପୁଟ କୋରାପୁଟ ନାରାଜଙ୍ଗ ୧୪୩ ଘରାଇ ଜଙ୍ଗଲ-୨ ୦.୨୪୩ (631, 996, 940, 1007)
table-row: ୪୦୦ କୋରାପୁଟ କୋରାପୁଟ ନାରାଜଙ୍ଗ ୨୨୪ ଘରାଇ ଧାନ-୧ ୦.୩୪୨ (631, 1285, 940, 1296)
table-row: ୩୨୭ କୋରାପୁଟ କୋରାପୁଟ ମିଗୁଡ଼ା ୧୪୭ ଘରାଇ ରାସ୍ତା ୦.୩୭୩ (5, 1295, 314, 1306)
table-row: ୩୩୧ କୋରାପୁଟ କୋରାପୁଟ ମିଗୁଡ଼ା ୧୫୯ ଘରାଇ ଜଙ୍ଗଲ-୨ ୦.୦୨୧ (5, 1338, 314, 1349)
column-number-cell: ୮ (880, 977, 940, 986)
table-row: ୩୯୦ କୋରାପୁଟ କୋରାପୁଟ ନାରାଜଙ୍ଗ ୧୯୪ ଘରାଇ ଧାନ-୧ ୦.୭୭୨ (631, 1178, 940, 1189)
table-row: ୩୬୨ କୋରାପୁଟ କୋରାପୁଟ ମିଗୁଡ଼ା ୧୪୧ ଘରାଇ ଜଙ୍ଗଲ-୨ ୦.୧୫୨ (318, 1274, 627, 1285)
table-row: ୩୭୭ କୋରାପୁଟ କୋରାପୁଟ ନାରାଜଙ୍ଗ ୧୫୫ ଘରାଇ ପଡ଼ିଆ ୦.୭୯୧ (631, 1039, 940, 1050)
quote-body: ଆମେ ରାତିରେ ଆକାଶରେ ଅସଂଖ୍ୟ ତାରା ଦେଖିବାକୁ ପାଉ, କିନ୍ତୁ ସୂର୍ଯ୍ୟ ଉଦୟରେ ସେଗୁଡ଼ିକ ଦେଖାଯାଆନ୍ତି ନାହିଁ। ସେଥିରୁ କେ ମାନେ? ସୁଗର ଅଜ୍ଞତା ଯୋଗୁ ଭଗବାନଙ୍କୁ ଦେଖି ପାରୁ ନାହିଁ ବୋଲି ଭଗବାନ ନାହାନ୍ତି। (352, 10, 652, 30)
table-row: ୩୬୪ କୋରାପୁଟ କୋରାପୁଟ ମିଗୁଡ଼ା ୧୪୭ ଘରାଇ ଧାନ-୧ ୦.୪୨୬ (318, 1295, 627, 1306)
final-body-1: ତିର୍ତ୍ତୋଲ ବ୍ଲକ ଅନ୍ତର୍ଗତ କରଡ଼ାପଲ୍ଲୀ ଖେଳ ପଡ଼ିଆରେ ରାଜ୍ୟସ୍ତରୀୟ ଫୁଟବଲ ଟୁର୍ଣ୍ଣାମେଣ୍ଟର ସେମିଫାଇନାଲ ମ୍ୟାଚ ଅନୁଷ୍ଠିତ ହୋଇଥିଲା। ଏଥିରେ ୟୁଥକ୍ଲବ କରଡ଼ାପଲ୍ଲୀ ବିଜୟୀ ହୋଇ ଫାଇନାଲକୁ ଉଠିଛି। ମ୍ୟାଚକୁ ଦେଖିବା ପାଇଁ ବହୁ ସଂଖ୍ୟାରେ ଦର୍ଶକ ଉପସ୍ଥିତ ଥିଲେ। (144, 596, 274, 649)
table-row: ୩୬୩ କୋରାପୁଟ କୋରାପୁଟ ମିଗୁଡ଼ା ୧୪୪ ଘରାଇ ରାସ୍ତା ୦.୨୮୯ (318, 1285, 627, 1296)
brief-body-1: ତିର୍ତ୍ତୋଲ, ୧୭।୩ (ଡି.ଏନ୍‌.ଏ.): କରୋନା ସନ୍ଦେହରେ ତିନି ଜଣଙ୍କୁ ଏସ୍‌ସିବି ମେଡିକାଲ କଲେଜକୁ ପଠାଯାଇଛି। ଏମାନେ ବିଦେଶରୁ ଫେରିଥିଲେ ଏବଂ ଜ୍ୱର, କାଶ ଭଳି ଲକ୍ଷଣ ଦେଖାଦେଇଥିଲା। ସ୍ୱାସ୍ଥ୍ୟ ବିଭାଗ ପକ୍ଷରୁ ସେମାନଙ୍କ ପରିବାର ଲୋକଙ୍କୁ ମଧ୍ୟ ଘରେ ରହିବାକୁ ପରାମର୍ଶ ଦିଆଯାଇଛି। ସ୍ଥାନୀୟ ଗୋଷ୍ଠୀ ସ୍ୱାସ୍ଥ୍ୟ କେନ୍ଦ୍ରରେ ପ୍ରାଥମିକ ଯାଞ୍ଚ ପରେ ଡାକ୍ତରମାନେ ସେମାନଙ୍କୁ ଅଧିକ ଚିକିତ୍ସା ପାଇଁ ପଠାଇଥିଲେ। ଗ୍ରାମବାସୀଙ୍କୁ ଆତଙ୍କିତ ନ ହେବାକୁ ପ୍ରଶାସନ ପକ୍ଷରୁ ଅନୁରୋଧ କରାଯାଇଛି। ଲୋକଙ୍କୁ ମାସ୍କ ବ୍ୟବହାର କରିବା ଓ ହାତ ଧୋଇବାକୁ ସଚେତନ କରାଯାଉଛି। (6, 158, 136, 264)
table-row: ୩୫୦ କୋରାପୁଟ କୋରାପୁଟ ମିଗୁଡ଼ା ୧୦୫ ଘରାଇ ଧାନ-୨ ୦.୩୦୮ (318, 1146, 627, 1157)
dharana-tag: ତାରିମାଙ୍ଗିଆ ଗ୍ରାମ (549, 760, 779, 778)
column-rule (410, 452, 411, 698)
table-header-cell: ଜମିର ବିଶ୍ୱସିତ ବିବରଣୀ (787, 955, 850, 977)
divider (6, 844, 410, 845)
register-mark (180, 1484, 213, 1496)
table-row: ୩୨୪ କୋରାପୁଟ କୋରାପୁଟ ମିଗୁଡ଼ା ୧୩୮ ଘରାଇ ଧାନ-୨ ୦.୮୬୨ (5, 1263, 314, 1274)
table-top-rule (4, 948, 941, 950)
